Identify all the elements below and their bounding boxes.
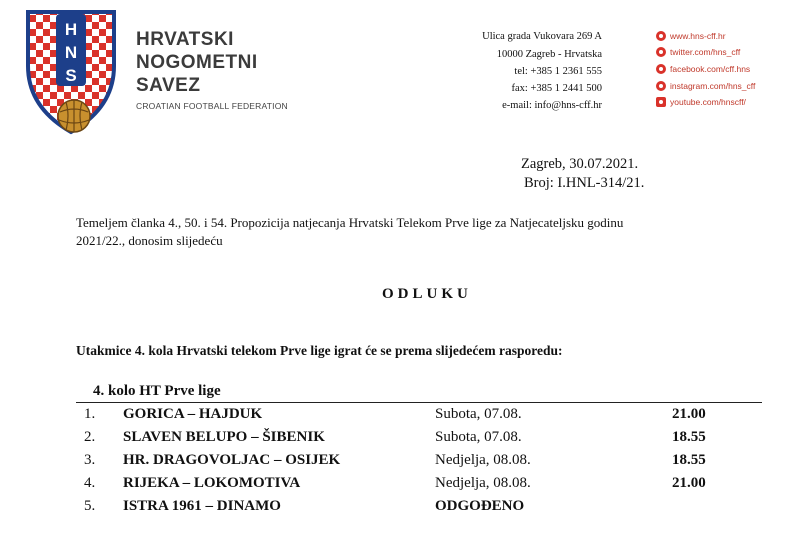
address-city: 10000 Zagreb - Hrvatska xyxy=(496,49,602,60)
row-day: Nedjelja, 08.08. xyxy=(435,452,531,468)
address-tel: tel: +385 1 2361 555 xyxy=(514,66,602,77)
preamble-line1: Temeljem članka 4., 50. i 54. Propozicija natjecanja Hrvatski Telekom Prve lige za Natjecateljsku godinu xyxy=(76,215,624,230)
address-fax: fax: +385 1 2441 500 xyxy=(511,83,602,94)
row-time: 21.00 xyxy=(672,475,706,491)
web-icon xyxy=(656,31,666,41)
social-web[interactable]: www.hns-cff.hr xyxy=(656,28,726,44)
row-number: 3. xyxy=(84,452,96,468)
row-match: RIJEKA – LOKOMOTIVA xyxy=(123,475,301,491)
row-day: Subota, 07.08. xyxy=(435,429,522,445)
address-email[interactable]: e-mail: info@hns-cff.hr xyxy=(502,100,602,111)
row-match: ISTRA 1961 – DINAMO xyxy=(123,498,281,514)
org-name-line3: SAVEZ xyxy=(136,75,201,96)
social-instagram[interactable]: instagram.com/hns_cff xyxy=(656,78,755,94)
table-row xyxy=(76,406,766,429)
row-number: 5. xyxy=(84,498,96,514)
row-time: 18.55 xyxy=(672,452,706,468)
youtube-icon xyxy=(656,97,666,107)
row-time: 21.00 xyxy=(672,406,706,422)
row-match: HR. DRAGOVOLJAC – OSIJEK xyxy=(123,452,341,468)
document-number: Broj: I.HNL-314/21. xyxy=(524,175,645,191)
social-facebook[interactable]: facebook.com/cff.hns xyxy=(656,61,750,77)
crest-letter-n: N xyxy=(64,43,78,62)
org-name-line1: HRVATSKI xyxy=(136,29,234,50)
table-row xyxy=(76,452,766,475)
instagram-icon xyxy=(656,81,666,91)
row-match: SLAVEN BELUPO – ŠIBENIK xyxy=(123,429,325,445)
row-match: GORICA – HAJDUK xyxy=(123,406,263,422)
social-youtube[interactable]: youtube.com/hnscff/ xyxy=(656,94,746,110)
row-day: ODGOĐENO xyxy=(435,498,525,514)
row-time: 18.55 xyxy=(672,429,706,445)
schedule-intro: Utakmice 4. kola Hrvatski telekom Prve lige igrat će se prema slijedećem rasporedu: xyxy=(76,343,563,358)
table-divider xyxy=(76,402,762,403)
crest-letter-s: S xyxy=(65,66,77,85)
table-row xyxy=(76,475,766,498)
decision-title: ODLUKU xyxy=(382,286,472,302)
row-number: 2. xyxy=(84,429,96,445)
twitter-icon xyxy=(656,47,666,57)
preamble-line2: 2021/22., donosim slijedeću xyxy=(76,233,223,248)
row-number: 4. xyxy=(84,475,96,491)
row-day: Nedjelja, 08.08. xyxy=(435,475,531,491)
crest-letter-h: H xyxy=(64,20,78,39)
row-number: 1. xyxy=(84,406,96,422)
hns-crest-logo xyxy=(22,8,120,138)
facebook-icon xyxy=(656,64,666,74)
round-title: 4. kolo HT Prve lige xyxy=(93,383,221,399)
table-row xyxy=(76,429,766,452)
row-day: Subota, 07.08. xyxy=(435,406,522,422)
document-date: Zagreb, 30.07.2021. xyxy=(521,156,639,172)
address-street: Ulica grada Vukovara 269 A xyxy=(482,31,602,42)
social-twitter[interactable]: twitter.com/hns_cff xyxy=(656,44,740,60)
org-name-line2: NOGOMETNI xyxy=(136,52,258,73)
org-subtitle: CROATIAN FOOTBALL FEDERATION xyxy=(136,101,288,111)
table-row xyxy=(76,498,766,521)
football-icon xyxy=(58,100,90,132)
